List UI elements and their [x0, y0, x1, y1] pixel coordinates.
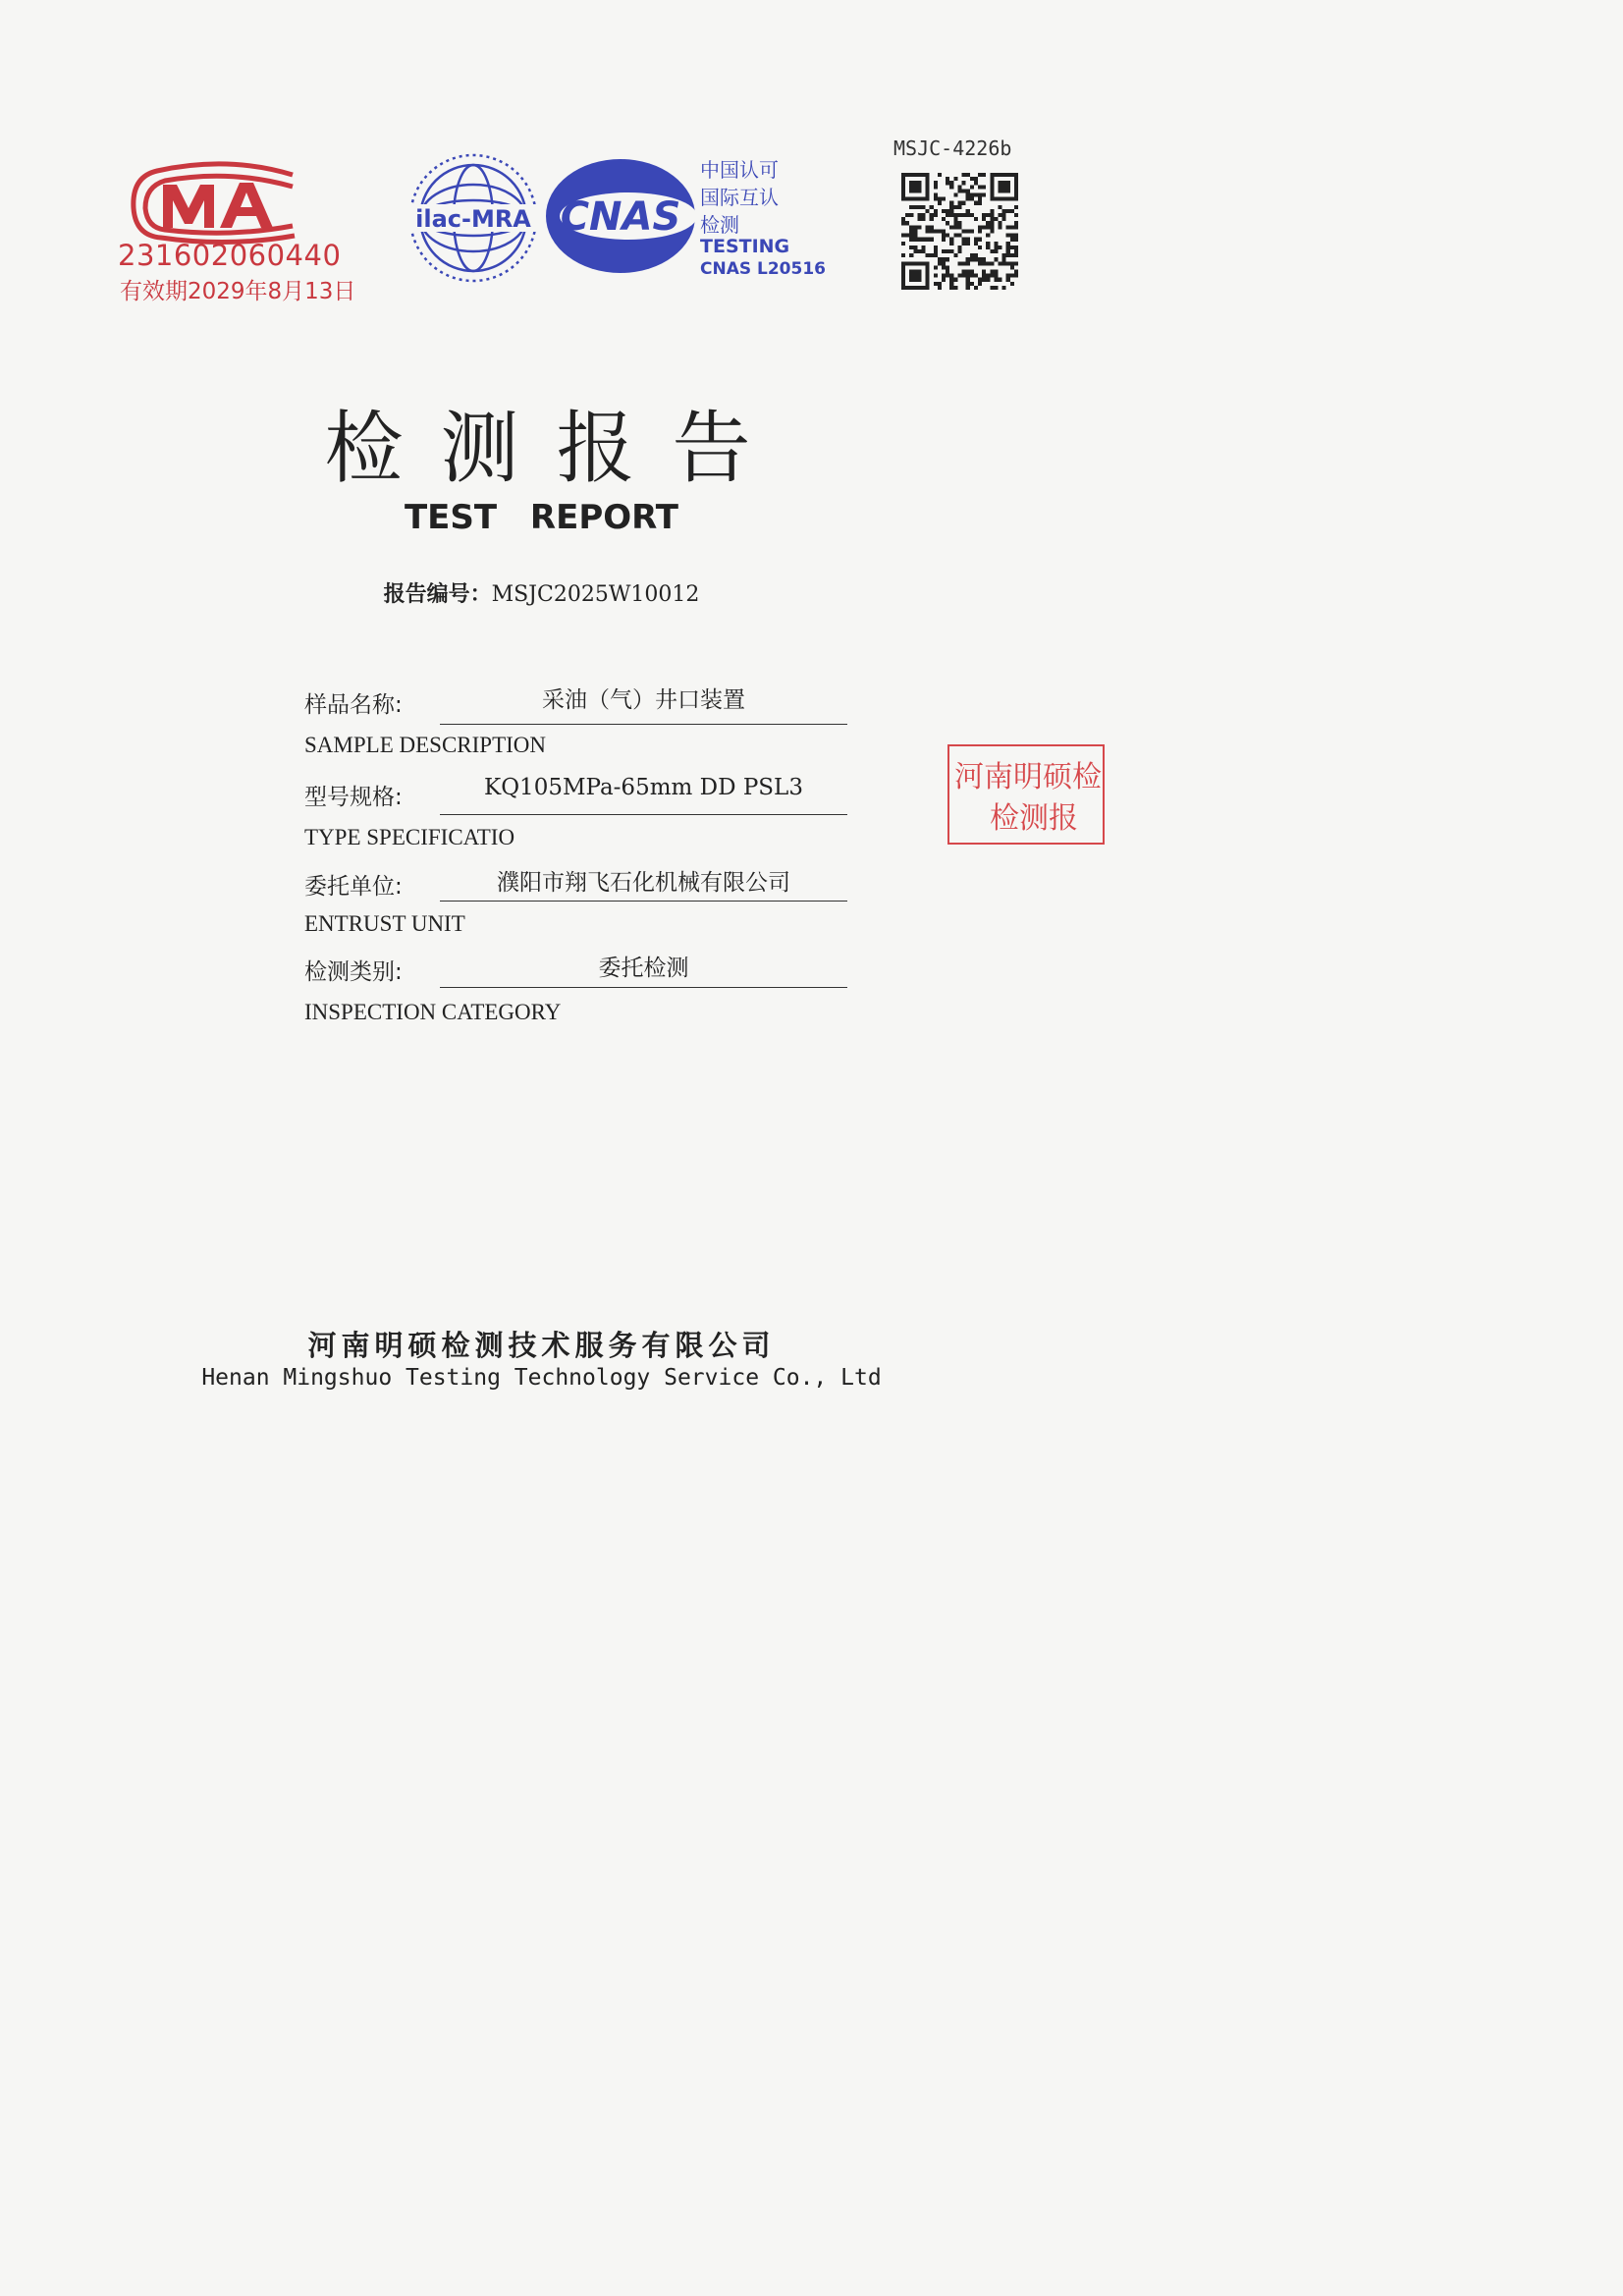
type-spec-value: KQ105MPa-65mm DD PSL3 [484, 775, 803, 800]
sample-name-value: 采油（气）井口装置 [542, 687, 745, 713]
company-name-cn: 河南明硕检测技术服务有限公司 [307, 1329, 776, 1362]
cnas-line-4: TESTING [700, 236, 790, 257]
cma-number: 231602060440 [118, 239, 342, 272]
ilac-mra-logo-icon [405, 149, 542, 287]
entrust-unit-value: 濮阳市翔飞石化机械有限公司 [497, 870, 790, 896]
inspection-category-en: INSPECTION CATEGORY [304, 1000, 562, 1024]
cnas-line-2: 国际互认 [700, 186, 779, 209]
sample-name-label: 样品名称: [304, 692, 403, 718]
entrust-unit-en: ENTRUST UNIT [304, 911, 465, 936]
cnas-line-3: 检测 [700, 213, 739, 237]
cnas-line-1: 中国认可 [700, 158, 779, 182]
ilac-label: ilac-MRA [415, 205, 531, 233]
inspection-category-value: 委托检测 [598, 956, 689, 981]
stamp-line-1: 河南明硕检 [954, 760, 1102, 794]
sample-name-underline [440, 724, 847, 725]
stamp-line-2: 检测报 [990, 801, 1078, 836]
doc-code: MSJC-4226b [893, 137, 1012, 160]
sample-name-en: SAMPLE DESCRIPTION [304, 733, 547, 757]
report-number-value: MSJC2025W10012 [491, 582, 700, 607]
title-cn: 检测报告 [324, 403, 788, 494]
cnas-logo-text: CNAS [560, 194, 681, 240]
type-spec-label: 型号规格: [304, 785, 403, 810]
company-name-en: Henan Mingshuo Testing Technology Service Co., Ltd [201, 1365, 882, 1391]
inspection-category-underline [440, 987, 847, 988]
entrust-unit-underline [440, 901, 847, 902]
cnas-line-5: CNAS L20516 [700, 259, 826, 279]
type-spec-en: TYPE SPECIFICATIO [304, 825, 515, 849]
inspection-category-label: 检测类别: [304, 959, 403, 985]
title-en: TEST REPORT [404, 498, 678, 537]
entrust-unit-label: 委托单位: [304, 874, 403, 900]
report-number [0, 577, 1083, 608]
report-number-label: 报告编号： [383, 582, 492, 607]
type-spec-underline [440, 814, 847, 815]
qr-code-icon [901, 173, 1018, 290]
cnas-logo-icon [542, 155, 699, 278]
cma-validity: 有效期2029年8月13日 [120, 279, 356, 304]
